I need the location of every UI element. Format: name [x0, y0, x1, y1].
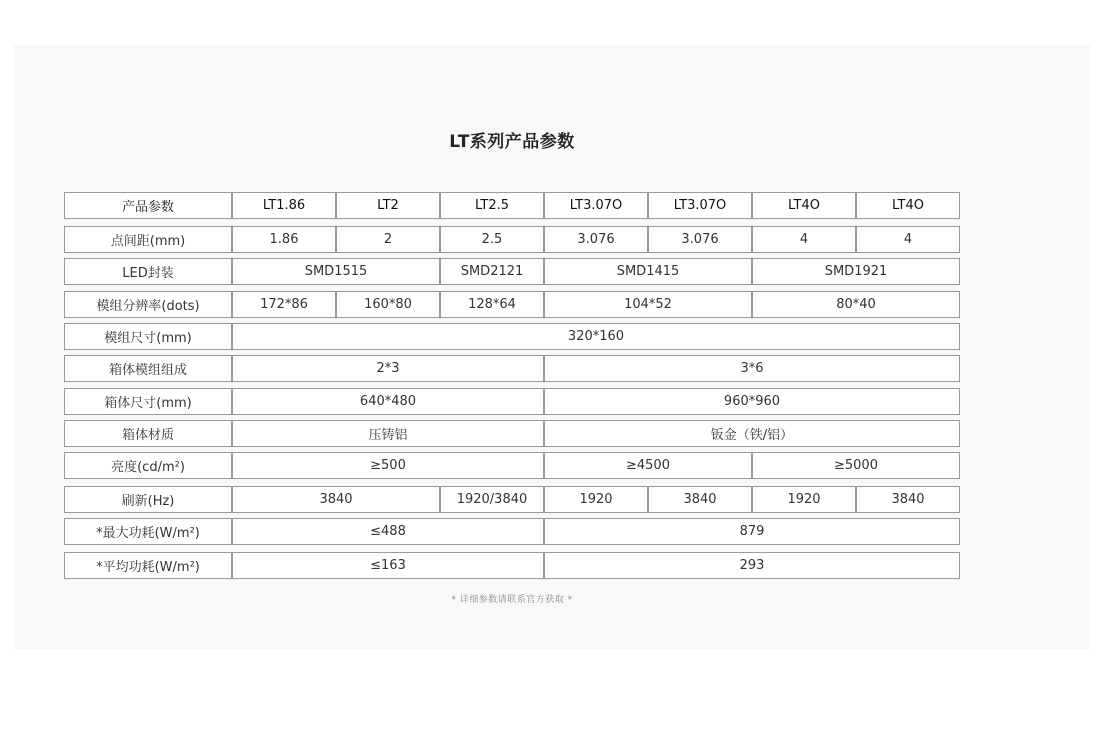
- header-label: 产品参数: [64, 192, 232, 219]
- table-row: [64, 355, 960, 382]
- row-label: 箱体材质: [64, 420, 232, 447]
- table-cell: 960*960: [544, 388, 960, 415]
- table-row: [64, 420, 960, 447]
- table-cell: 4: [752, 226, 856, 253]
- footnote: * 详细参数请联系官方获取 *: [451, 595, 573, 605]
- table-cell: 3840: [648, 486, 752, 513]
- table-cell: 160*80: [336, 291, 440, 318]
- header-model-cell: LT4O: [856, 192, 960, 219]
- table-cell: 2: [336, 226, 440, 253]
- table-cell: SMD1921: [752, 258, 960, 285]
- header-model-cell: LT4O: [752, 192, 856, 219]
- row-label: 点间距(mm): [64, 226, 232, 253]
- table-row: [64, 452, 960, 479]
- header-model-cell: LT3.07O: [544, 192, 648, 219]
- row-label: 亮度(cd/m²): [64, 452, 232, 479]
- page-title: LT系列产品参数: [449, 132, 575, 152]
- table-cell: 3.076: [544, 226, 648, 253]
- row-label: *平均功耗(W/m²): [64, 552, 232, 579]
- table-cell: 640*480: [232, 388, 544, 415]
- table-header-row: [64, 192, 960, 219]
- table-cell: ≤488: [232, 518, 544, 545]
- row-label: 刷新(Hz): [64, 486, 232, 513]
- table-cell: ≥5000: [752, 452, 960, 479]
- table-cell: 1920: [752, 486, 856, 513]
- table-cell: 879: [544, 518, 960, 545]
- header-model-cell: LT1.86: [232, 192, 336, 219]
- header-model-cell: LT2.5: [440, 192, 544, 219]
- table-cell: ≥500: [232, 452, 544, 479]
- table-cell: 3*6: [544, 355, 960, 382]
- table-cell: 128*64: [440, 291, 544, 318]
- table-cell: 172*86: [232, 291, 336, 318]
- table-cell: 1920/3840: [440, 486, 544, 513]
- header-model-cell: LT2: [336, 192, 440, 219]
- table-row: [64, 291, 960, 318]
- row-label: 箱体尺寸(mm): [64, 388, 232, 415]
- header-model-cell: LT3.07O: [648, 192, 752, 219]
- table-cell: 2.5: [440, 226, 544, 253]
- table-row: [64, 552, 960, 579]
- table-cell: 4: [856, 226, 960, 253]
- table-row: [64, 486, 960, 513]
- table-cell: SMD1415: [544, 258, 752, 285]
- table-row: [64, 226, 960, 253]
- table-cell: 1.86: [232, 226, 336, 253]
- table-cell: 3840: [856, 486, 960, 513]
- table-cell: SMD1515: [232, 258, 440, 285]
- table-cell: 320*160: [232, 323, 960, 350]
- row-label: 模组尺寸(mm): [64, 323, 232, 350]
- table-cell: 3840: [232, 486, 440, 513]
- table-row: [64, 323, 960, 350]
- row-label: LED封装: [64, 258, 232, 285]
- row-label: *最大功耗(W/m²): [64, 518, 232, 545]
- row-label: 箱体模组组成: [64, 355, 232, 382]
- table-cell: 3.076: [648, 226, 752, 253]
- table-cell: 1920: [544, 486, 648, 513]
- row-label: 模组分辨率(dots): [64, 291, 232, 318]
- table-cell: 80*40: [752, 291, 960, 318]
- table-cell: 钣金（铁/铝）: [544, 420, 960, 447]
- table-cell: ≥4500: [544, 452, 752, 479]
- table-cell: SMD2121: [440, 258, 544, 285]
- table-cell: 293: [544, 552, 960, 579]
- table-cell: 104*52: [544, 291, 752, 318]
- table-cell: 2*3: [232, 355, 544, 382]
- table-cell: ≤163: [232, 552, 544, 579]
- table-row: [64, 258, 960, 285]
- table-row: [64, 518, 960, 545]
- table-row: [64, 388, 960, 415]
- table-cell: 压铸铝: [232, 420, 544, 447]
